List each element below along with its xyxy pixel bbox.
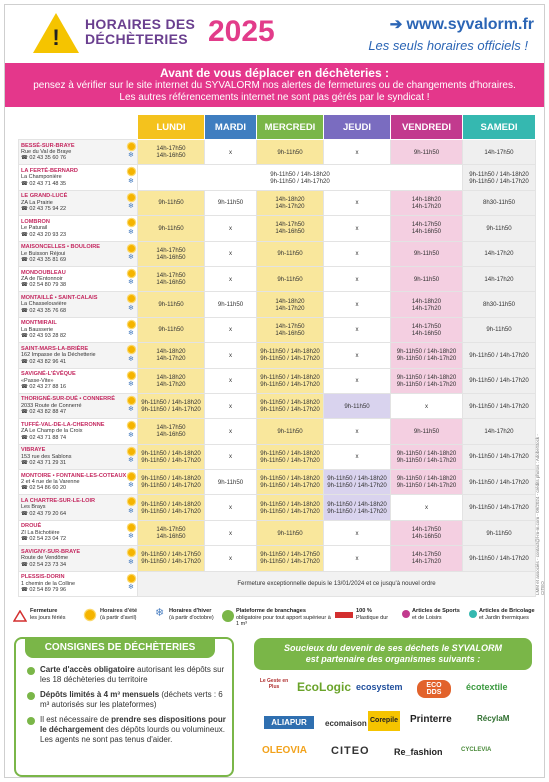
legend-item: 100 % Plastique dur: [335, 608, 388, 621]
schedule-cell: 9h-11h50 / 14h-17h20: [463, 470, 536, 495]
site-address: La Champonière: [21, 174, 62, 181]
list-item: Dépôts limités à 4 m³ mensuels (déchets verts : 6 m³ autorisés sur les plateformes): [26, 690, 226, 710]
schedule-cell: 9h-11h50: [463, 520, 536, 545]
site-name: PLESSIS-DORIN: [21, 574, 65, 581]
site-cell: [19, 165, 138, 190]
logo-refashion: Re_fashion: [394, 747, 443, 757]
site-phone[interactable]: ☎ 02 43 35 60 76: [21, 155, 67, 162]
table-row: [19, 419, 536, 444]
header: ! HORAIRES DES DÉCHÈTERIES 2025 ➔ www.syvalorm.fr Les seuls horaires officiels !: [5, 5, 544, 63]
site-phone[interactable]: ☎ 02 43 71 29 31: [21, 460, 67, 467]
schedule-cell: 9h-11h50 / 14h-18h20 9h-11h50 / 14h-17h20: [391, 343, 463, 368]
schedule-cell: 14h-17h50 14h-16h50: [138, 266, 205, 291]
partners-title: Soucieux du devenir de ses déchets le SYVALORM est partenaire des organismes suivants :: [254, 638, 532, 670]
table-row: [19, 140, 536, 165]
site-address: Les Brays: [21, 504, 46, 511]
schedule-cell: 9h-11h50 / 14h-18h20 9h-11h50 / 14h-17h20: [391, 368, 463, 393]
schedule-cell: x: [205, 419, 257, 444]
site-phone[interactable]: ☎ 02 43 35 81 69: [21, 256, 67, 263]
schedule-cell: x: [391, 495, 463, 520]
sun-icon: [128, 143, 135, 150]
table-row: [19, 266, 536, 291]
snowflake-icon: ❄: [128, 228, 134, 236]
table-row: [19, 190, 536, 215]
schedule-cell: x: [205, 241, 257, 266]
site-name: SAINT-MARS-LA-BRIÈRE: [21, 345, 89, 352]
schedule-cell: 9h-11h50 / 14h-18h20 9h-11h50 / 14h-17h20: [257, 495, 324, 520]
logo-printerre: Printerre: [410, 714, 452, 725]
schedule-cell: 9h-11h50 / 14h-18h20 9h-11h50 / 14h-17h20: [257, 444, 324, 469]
sun-icon: [128, 422, 135, 429]
sun-icon: [128, 372, 135, 379]
table-row: [19, 546, 536, 571]
schedule-cell: 9h-11h50 / 14h-17h20: [463, 343, 536, 368]
site-phone[interactable]: ☎ 02 43 27 88 16: [21, 383, 67, 390]
site-cell: [19, 292, 138, 317]
site-cell: [19, 520, 138, 545]
logo-oleovia: OLEOVIA: [262, 745, 308, 756]
logo-ecomaison: ecomaison: [325, 719, 367, 728]
site-address: 162 Impasse de la Déchetterie: [21, 352, 96, 359]
site-name: SAVIGNÉ-L'ÉVÊQUE: [21, 371, 76, 378]
schedule-cell: x: [324, 190, 391, 215]
schedule-cell: x: [324, 140, 391, 165]
schedule-cell: x: [205, 317, 257, 342]
site-address: ZA La Prairie: [21, 199, 53, 206]
sun-icon: [128, 194, 135, 201]
site-name: LE GRAND-LUCÉ: [21, 193, 68, 200]
schedule-cell: x: [324, 520, 391, 545]
warning-banner: Avant de vous déplacer en déchèteries : pensez à vérifier sur le site internet du SYVALORM nos alertes de fermetures ou de changements d'horaires. Les autres référencements internet ne sont pas gérés par le syndicat !: [5, 63, 544, 107]
table-row: [19, 317, 536, 342]
sun-icon: [85, 610, 95, 620]
sun-icon: [128, 524, 135, 531]
schedule-cell: 9h-11h50 / 14h-18h20 9h-11h50 / 14h-17h20: [138, 444, 205, 469]
snowflake-icon: ❄: [128, 533, 134, 541]
site-cell: [19, 419, 138, 444]
legend-item: Articles de Bricolage et Jardin thermiques: [468, 608, 535, 621]
site-phone[interactable]: ☎ 02 43 71 48 35: [21, 180, 67, 187]
schedule-cell: 9h-11h50 / 14h-18h20 9h-11h50 / 14h-17h20: [257, 343, 324, 368]
logo-ecologic: EcoLogic: [297, 680, 352, 694]
sun-icon: [128, 498, 135, 505]
schedule-cell: 14h-17h50 14h-16h50: [391, 216, 463, 241]
site-cell: [19, 216, 138, 241]
schedule-cell: x: [391, 393, 463, 418]
snowflake-icon: ❄: [128, 457, 134, 465]
consignes-list: [26, 665, 226, 750]
schedule-cell: x: [205, 343, 257, 368]
schedule-cell: 9h-11h50: [463, 317, 536, 342]
site-address: Route de Vendôme: [21, 555, 69, 562]
site-name: TUFFÉ-VAL-DE-LA-CHERONNE: [21, 421, 105, 428]
sun-icon: [128, 245, 135, 252]
site-cell: [19, 470, 138, 495]
site-phone[interactable]: ☎ 02 43 82 88 47: [21, 409, 67, 416]
schedule-cell: 9h-11h50 / 14h-18h20 9h-11h50 / 14h-17h20: [257, 368, 324, 393]
schedule-cell: 9h-11h50: [205, 292, 257, 317]
site-phone[interactable]: ☎ 02 54 23 73 34: [21, 561, 67, 568]
site-phone[interactable]: ☎ 02 43 71 88 74: [21, 434, 67, 441]
site-cell: [19, 241, 138, 266]
schedule-cell: 9h-11h50: [257, 520, 324, 545]
site-address: 1 chemin de la Colline: [21, 580, 76, 587]
logo-recylam: RécylaM: [477, 714, 510, 723]
site-phone[interactable]: ☎ 02 43 20 93 23: [21, 231, 67, 238]
schedule-cell: 14h-17h50 14h-16h50: [138, 241, 205, 266]
site-name: THORIGNÉ-SUR-DUÉ • CONNERRÉ: [21, 396, 115, 403]
tagline: Les seuls horaires officiels !: [368, 38, 528, 53]
list-item: Carte d'accès obligatoire autorisant les dépôts sur les 18 déchèteries du territoire: [26, 665, 226, 685]
snowflake-icon: ❄: [128, 482, 134, 490]
consignes-title: CONSIGNES DE DÉCHÈTERIES: [25, 638, 215, 658]
schedule-cell: 9h-11h50 / 14h-18h20 9h-11h50 / 14h-17h20: [324, 470, 391, 495]
schedule-cell: 9h-11h50 / 14h-17h50 9h-11h50 / 14h-17h20: [138, 546, 205, 571]
schedule-cell: x: [324, 368, 391, 393]
schedule-cell: x: [324, 241, 391, 266]
legend-item: Horaires d'été (à partir d'avril): [85, 608, 137, 621]
schedule-cell: 9h-11h50: [463, 216, 536, 241]
site-cell: [19, 546, 138, 571]
snowflake-icon: ❄: [128, 177, 134, 185]
site-name: BESSÉ-SUR-BRAYE: [21, 142, 75, 149]
schedule-cell: 14h-17h50: [463, 140, 536, 165]
schedule-cell: 8h30-11h50: [463, 292, 536, 317]
schedule-cell: 14h-17h50 14h-16h50: [138, 140, 205, 165]
schedule-cell: 9h-11h50 / 14h-18h20 9h-11h50 / 14h-17h20: [257, 393, 324, 418]
schedule-cell: 14h-17h20: [463, 419, 536, 444]
snowflake-icon: ❄: [128, 584, 134, 592]
schedule-cell: x: [205, 216, 257, 241]
site-address: La Chasselouvière: [21, 301, 67, 308]
snowflake-icon: ❄: [128, 507, 134, 515]
sun-icon: [128, 575, 135, 582]
logo-ecotextile: écotextile: [466, 682, 508, 692]
schedule-cell: 9h-11h50: [138, 190, 205, 215]
schedule-cell: 8h30-11h50: [463, 190, 536, 215]
schedule-cell: 9h-11h50 / 14h-17h50 9h-11h50 / 14h-17h20: [257, 546, 324, 571]
snowflake-icon: ❄: [128, 355, 134, 363]
sun-icon: [128, 549, 135, 556]
schedule-cell: 9h-11h50: [205, 190, 257, 215]
flyer: [4, 4, 545, 778]
schedule-cell: x: [205, 266, 257, 291]
schedule-cell: 9h-11h50 / 14h-18h20 9h-11h50 / 14h-17h20: [138, 495, 205, 520]
schedule-cell: x: [324, 546, 391, 571]
logo-aliapur: ALIAPUR: [264, 716, 314, 729]
schedule-cell: 9h-11h50 / 14h-18h20 9h-11h50 / 14h-17h20: [138, 470, 205, 495]
schedule-cell: 14h-17h50 14h-16h50: [138, 520, 205, 545]
site-phone[interactable]: ☎ 02 43 79 20 64: [21, 510, 67, 517]
arrow-right-icon: ➔: [389, 16, 407, 33]
table-row: [19, 368, 536, 393]
schedule-cell: x: [324, 343, 391, 368]
site-cell: [19, 343, 138, 368]
schedule-cell: 9h-11h50: [138, 317, 205, 342]
schedule-cell: 9h-11h50: [391, 241, 463, 266]
table-row: [19, 571, 536, 596]
sun-icon: [128, 397, 135, 404]
schedule-cell: 14h-18h20 14h-17h20: [138, 368, 205, 393]
schedule-cell: 9h-11h50: [324, 393, 391, 418]
site-cell: [19, 368, 138, 393]
closure-notice: Fermeture exceptionnelle depuis le 13/01/2024 et ce jusqu'à nouvel ordre: [138, 571, 536, 596]
schedule-cell: 14h-18h20 14h-17h20: [257, 190, 324, 215]
table-header: [19, 115, 536, 140]
schedule-cell: x: [205, 495, 257, 520]
legend-item: Plateforme de branchages obligatoire pour tout apport supérieur à 1 m³: [221, 608, 331, 628]
sport-icon: [402, 610, 410, 618]
year: 2025: [208, 15, 275, 48]
snowflake-icon: ❄: [128, 558, 134, 566]
sun-icon: [128, 295, 135, 302]
snowflake-icon: ❄: [128, 253, 134, 261]
table-row: [19, 444, 536, 469]
site-name: VIBRAYE: [21, 447, 46, 454]
site-cell: [19, 190, 138, 215]
schedule-cell: 14h-18h20 14h-17h20: [257, 292, 324, 317]
schedule-cell: 9h-11h50 / 14h-18h20 9h-11h50 / 14h-17h20: [391, 470, 463, 495]
site-name: LA FERTÉ-BERNARD: [21, 167, 78, 174]
schedule-cell: x: [205, 140, 257, 165]
site-phone[interactable]: ☎ 02 54 80 79 38: [21, 282, 67, 289]
snowflake-icon: ❄: [128, 279, 134, 287]
sun-icon: [128, 219, 135, 226]
schedule-cell: 9h-11h50: [391, 140, 463, 165]
schedule-cell: 9h-11h50: [205, 470, 257, 495]
schedule-cell: 9h-11h50 / 14h-18h20 9h-11h50 / 14h-17h20: [138, 393, 205, 418]
schedule-cell: x: [205, 546, 257, 571]
snowflake-icon: ❄: [128, 330, 134, 338]
site-address: La Bausserie: [21, 326, 54, 333]
no-holiday-icon: [13, 610, 27, 622]
site-address: 153 rue des Sablons: [21, 453, 72, 460]
schedule-cell: x: [324, 292, 391, 317]
logo-eco-dds: ECO DDS: [417, 680, 451, 698]
site-address: ZI La Bichotière: [21, 529, 60, 536]
schedule-cell: 9h-11h50 / 14h-17h20: [463, 393, 536, 418]
schedule-cell: 9h-11h50: [257, 241, 324, 266]
legend-item: ❄ Horaires d'hiver (à partir d'octobre): [155, 607, 214, 621]
schedule-cell: 14h-17h50 14h-16h50: [138, 419, 205, 444]
site-name: MONTAILLÉ • SAINT-CALAIS: [21, 294, 98, 301]
snowflake-icon: ❄: [155, 607, 165, 619]
site-phone[interactable]: ☎ 02 54 23 04 72: [21, 536, 67, 543]
schedule-cell: 9h-11h50 / 14h-18h20 9h-11h50 / 14h-17h20: [138, 165, 463, 190]
site-cell: [19, 571, 138, 596]
site-phone[interactable]: ☎ 02 43 82 96 41: [21, 358, 67, 365]
site-address: «Passe-Vite»: [21, 377, 54, 384]
schedule-cell: x: [324, 419, 391, 444]
table-row: [19, 165, 536, 190]
plastic-icon: [335, 612, 353, 618]
header-samedi: SAMEDI: [463, 115, 536, 140]
table-row: [19, 343, 536, 368]
consignes-box: [14, 637, 234, 777]
site-cell: [19, 317, 138, 342]
schedule-cell: 14h-17h20: [463, 266, 536, 291]
schedule-cell: x: [205, 368, 257, 393]
site-cell: [19, 393, 138, 418]
site-cell: [19, 140, 138, 165]
schedule-cell: 14h-17h50 14h-16h50: [257, 317, 324, 342]
tool-icon: [469, 610, 477, 618]
site-address: Le Buisson Réjoui: [21, 250, 66, 257]
legend: [13, 608, 538, 634]
schedule-cell: x: [324, 317, 391, 342]
legend-item: Articles de Sports et de Loisirs: [401, 608, 460, 621]
title: HORAIRES DES DÉCHÈTERIES: [85, 16, 196, 47]
site-name: LOMBRON: [21, 218, 50, 225]
schedule-cell: 9h-11h50 / 14h-18h20 9h-11h50 / 14h-17h20: [257, 470, 324, 495]
schedule-table: [18, 114, 536, 597]
site-cell: [19, 495, 138, 520]
site-address: 2033 Route de Connerré: [21, 402, 82, 409]
site-phone[interactable]: ☎ 02 54 86 60 20: [21, 485, 67, 492]
schedule-cell: x: [205, 393, 257, 418]
site-address: 2 et 4 rue de la Varenne: [21, 479, 80, 486]
site-name: MAISONCELLES • BOULOIRE: [21, 244, 101, 251]
site-phone[interactable]: ☎ 02 43 75 94 22: [21, 206, 67, 213]
logo-cyclevia: CYCLEVIA: [461, 747, 492, 753]
site-cell: [19, 266, 138, 291]
table-row: [19, 470, 536, 495]
schedule-cell: 14h-18h20 14h-17h20: [138, 343, 205, 368]
website-link[interactable]: ➔ www.syvalorm.fr: [389, 16, 534, 33]
schedule-cell: x: [205, 520, 257, 545]
site-name: LA CHARTRE-SUR-LE-LOIR: [21, 498, 96, 505]
schedule-cell: 9h-11h50 / 14h-18h20 9h-11h50 / 14h-17h20: [391, 444, 463, 469]
schedule-cell: 9h-11h50 / 14h-18h20 9h-11h50 / 14h-17h20: [463, 165, 536, 190]
schedule-cell: 14h-17h50 14h-16h50: [391, 520, 463, 545]
site-phone[interactable]: ☎ 02 54 89 79 96: [21, 587, 67, 594]
table-row: [19, 292, 536, 317]
schedule-cell: 9h-11h50: [257, 419, 324, 444]
sun-icon: [128, 448, 135, 455]
schedule-cell: 9h-11h50: [257, 140, 324, 165]
sun-icon: [128, 473, 135, 480]
schedule-cell: 9h-11h50 / 14h-17h20: [463, 495, 536, 520]
logo-ecosystem: ecosystem: [356, 682, 403, 692]
sun-icon: [128, 168, 135, 175]
site-name: SAVIGNY-SUR-BRAYE: [21, 548, 81, 555]
sun-icon: [128, 270, 135, 277]
table-row: [19, 520, 536, 545]
header-jeudi: JEUDI: [324, 115, 391, 140]
header-mercredi: MERCREDI: [257, 115, 324, 140]
schedule-cell: x: [324, 444, 391, 469]
schedule-cell: 9h-11h50: [138, 292, 205, 317]
sun-icon: [128, 321, 135, 328]
logo-citeo: CITEO: [331, 745, 370, 757]
schedule-cell: 9h-11h50 / 14h-17h20: [463, 368, 536, 393]
schedule-cell: 9h-11h50: [391, 266, 463, 291]
table-row: [19, 216, 536, 241]
schedule-cell: 14h-17h50 14h-16h50: [391, 317, 463, 342]
snowflake-icon: ❄: [128, 203, 134, 211]
schedule-cell: 14h-17h50 14h-17h20: [391, 546, 463, 571]
site-cell: [19, 444, 138, 469]
schedule-cell: x: [205, 444, 257, 469]
table-row: [19, 241, 536, 266]
logo-le-geste-en-plus: Le Geste en Plus: [259, 678, 289, 690]
header-vendredi: VENDREDI: [391, 115, 463, 140]
site-name: MONTMIRAIL: [21, 320, 57, 327]
table-row: [19, 495, 536, 520]
list-item: Il est nécessaire de prendre ses dispositions pour le déchargement des dépôts lourds ou volumineux. Les agents ne sont pas tenus d'aider.: [26, 715, 226, 745]
header-mardi: MARDI: [205, 115, 257, 140]
schedule-cell: 9h-11h50 / 14h-18h20 9h-11h50 / 14h-17h20: [324, 495, 391, 520]
credits-text: LMM et associés - contact@l-m-m.com - 09/2024 - crédits photos : AdobeStock - CITEO: [535, 434, 545, 595]
site-name: MONDOUBLEAU: [21, 269, 66, 276]
table-row: [19, 393, 536, 418]
schedule-cell: 9h-11h50 / 14h-17h20: [463, 444, 536, 469]
snowflake-icon: ❄: [128, 406, 134, 414]
site-name: DROUÉ: [21, 523, 42, 530]
snowflake-icon: ❄: [128, 152, 134, 160]
sun-icon: [128, 346, 135, 353]
snowflake-icon: ❄: [128, 380, 134, 388]
site-phone[interactable]: ☎ 02 43 35 76 68: [21, 307, 67, 314]
site-address: Rue du Val de Braye: [21, 148, 72, 155]
schedule-cell: 14h-17h20: [463, 241, 536, 266]
site-address: ZA Le Champ de la Croix: [21, 428, 83, 435]
site-address: Le Paturail: [21, 225, 48, 232]
schedule-cell: 9h-11h50 / 14h-17h20: [463, 546, 536, 571]
snowflake-icon: ❄: [128, 304, 134, 312]
legend-item: Fermeture les jours fériés: [13, 608, 65, 621]
schedule-cell: 14h-18h20 14h-17h20: [391, 292, 463, 317]
header-lundi: LUNDI: [138, 115, 205, 140]
schedule-cell: 9h-11h50: [391, 419, 463, 444]
schedule-cell: 9h-11h50: [138, 216, 205, 241]
schedule-cell: 9h-11h50: [257, 266, 324, 291]
schedule-cell: x: [324, 216, 391, 241]
site-phone[interactable]: ☎ 02 43 93 28 82: [21, 333, 67, 340]
site-name: MONTOIRE • FONTAINE-LES-COTEAUX: [21, 472, 127, 479]
snowflake-icon: ❄: [128, 431, 134, 439]
logo-corepile: Corepile: [368, 711, 400, 731]
branch-icon: [222, 610, 234, 622]
site-address: ZA de l'Entonnoir: [21, 275, 63, 282]
schedule-cell: 14h-17h50 14h-16h50: [257, 216, 324, 241]
schedule-cell: x: [324, 266, 391, 291]
schedule-cell: 14h-18h20 14h-17h20: [391, 190, 463, 215]
